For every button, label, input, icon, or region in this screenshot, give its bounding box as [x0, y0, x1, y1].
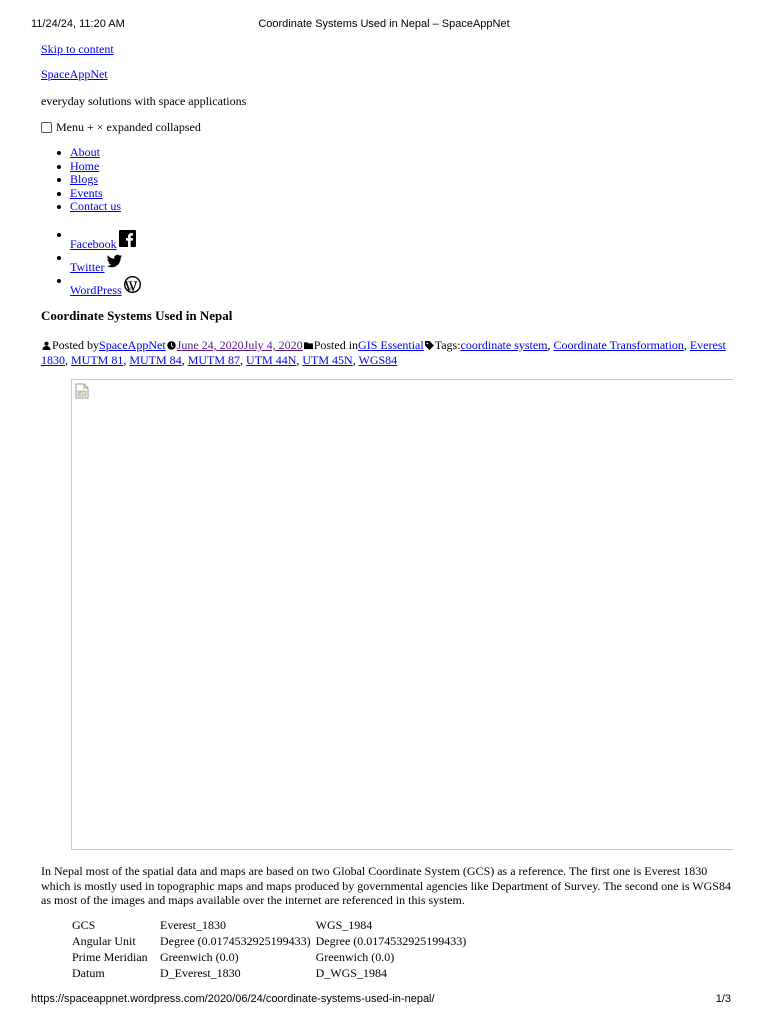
- category-link[interactable]: GIS Essential: [358, 338, 424, 352]
- tag-link[interactable]: coordinate system: [460, 338, 548, 352]
- social-item-facebook: [54, 228, 141, 251]
- tag-separator: ,: [123, 353, 130, 367]
- menu-item-about: [54, 146, 121, 160]
- table-row: [72, 965, 471, 981]
- social-item-wordpress: [54, 274, 141, 297]
- table-cell: Everest_1830: [160, 918, 226, 932]
- posted-by-label: Posted by: [52, 338, 100, 352]
- print-header: [31, 18, 737, 32]
- tag-separator: ,: [683, 338, 690, 352]
- menu-link-blogs[interactable]: Blogs: [70, 172, 99, 186]
- table-row: [72, 949, 471, 965]
- menu-toggle-checkbox[interactable]: [41, 122, 52, 133]
- tag-separator: ,: [240, 353, 247, 367]
- menu-toggle-label: Menu + × expanded collapsed: [56, 120, 201, 134]
- table-cell: Greenwich (0.0): [160, 950, 239, 964]
- tag-link[interactable]: Everest 1830: [41, 338, 726, 367]
- table-cell: GCS: [72, 918, 96, 932]
- table-cell: Degree (0.0174532925199433): [160, 934, 311, 948]
- menu-toggle[interactable]: [41, 120, 201, 135]
- menu-item-contact: [54, 200, 121, 214]
- broken-image-icon: [75, 383, 89, 399]
- table-cell: Angular Unit: [72, 934, 136, 948]
- table-cell: D_WGS_1984: [315, 966, 387, 980]
- author-link[interactable]: SpaceAppNet: [99, 338, 166, 352]
- featured-image: [71, 379, 733, 850]
- tag-link[interactable]: WGS84: [358, 353, 398, 367]
- tag-separator: ,: [547, 338, 554, 352]
- menu-item-home: [54, 160, 121, 174]
- print-page-number: 1/3: [715, 993, 731, 1005]
- tag-link[interactable]: UTM 44N: [246, 353, 297, 367]
- print-footer: [31, 993, 737, 1007]
- social-item-twitter: [54, 251, 141, 274]
- social-menu: [54, 228, 141, 297]
- menu-item-blogs: [54, 173, 121, 187]
- wordpress-icon[interactable]: [124, 276, 141, 293]
- published-date-link[interactable]: June 24, 2020: [176, 338, 244, 352]
- primary-menu: [54, 146, 121, 214]
- print-url: https://spaceappnet.wordpress.com/2020/06/24/coordinate-systems-used-in-nepal/: [31, 993, 435, 1005]
- site-title-link[interactable]: SpaceAppNet: [41, 67, 108, 81]
- table-cell: Degree (0.0174532925199433): [315, 934, 467, 948]
- tag-link[interactable]: MUTM 81: [71, 353, 124, 367]
- post-title: Coordinate Systems Used in Nepal: [41, 308, 233, 323]
- folder-icon: [304, 341, 313, 350]
- tag-separator: ,: [352, 353, 359, 367]
- tag-link[interactable]: UTM 45N: [302, 353, 353, 367]
- tag-link[interactable]: MUTM 84: [129, 353, 182, 367]
- gcs-table: [72, 917, 471, 981]
- menu-link-contact-us[interactable]: Contact us: [70, 199, 121, 213]
- table-row: [72, 933, 471, 949]
- social-link-facebook[interactable]: Facebook: [70, 237, 117, 251]
- social-link-wordpress[interactable]: WordPress: [70, 283, 122, 297]
- tag-icon: [425, 341, 434, 350]
- menu-link-about[interactable]: About: [70, 145, 100, 159]
- print-document-title: Coordinate Systems Used in Nepal – SpaceAppNet: [258, 18, 510, 30]
- table-cell: D_Everest_1830: [160, 966, 241, 980]
- tag-separator: ,: [181, 353, 188, 367]
- clock-icon: [167, 341, 176, 350]
- menu-link-events[interactable]: Events: [70, 185, 103, 200]
- tag-link[interactable]: Coordinate Transformation: [553, 338, 684, 352]
- post-meta: [41, 338, 731, 368]
- post-body-paragraph: In Nepal most of the spatial data and maps are based on two Global Coordinate System (GCS) as a reference. The first one is Everest 1830 which is mostly used in topographic maps and maps produced by governmental agencies like Department of Survey. The second one is WGS84 as most of the images and maps available over the internet are referenced in this system.: [41, 864, 731, 908]
- site-tagline: everyday solutions with space applications: [41, 94, 247, 108]
- print-datetime: 11/24/24, 11:20 AM: [31, 18, 125, 30]
- table-cell: Datum: [72, 966, 105, 980]
- skip-to-content-link[interactable]: Skip to content: [41, 42, 114, 56]
- table-cell: Prime Meridian: [72, 950, 148, 964]
- user-icon: [42, 341, 51, 350]
- social-link-twitter[interactable]: Twitter: [70, 260, 105, 274]
- facebook-icon[interactable]: [119, 230, 136, 247]
- menu-item-events: [54, 187, 121, 201]
- posted-in-label: Posted in: [313, 338, 359, 352]
- table-row: [72, 917, 471, 933]
- tag-link[interactable]: MUTM 87: [187, 353, 241, 367]
- table-cell: Greenwich (0.0): [315, 950, 395, 964]
- table-cell: WGS_1984: [315, 918, 373, 932]
- tags-label: Tags:: [434, 338, 461, 352]
- tag-separator: ,: [65, 353, 71, 367]
- tag-separator: ,: [296, 353, 303, 367]
- twitter-icon[interactable]: [106, 253, 123, 270]
- menu-link-home[interactable]: Home: [70, 158, 100, 173]
- updated-date-link[interactable]: July 4, 2020: [243, 338, 303, 352]
